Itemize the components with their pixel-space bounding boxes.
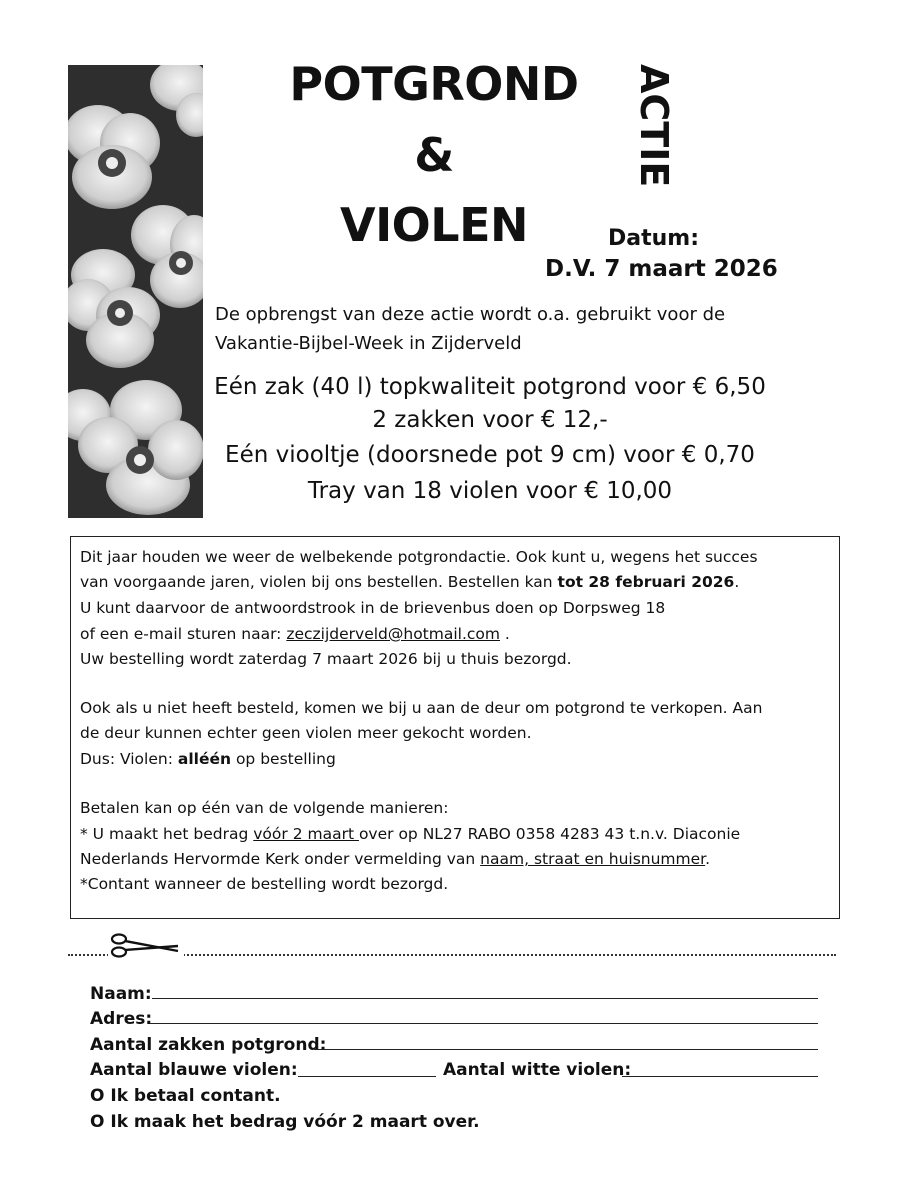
title-violen: VIOLEN [339, 198, 529, 252]
option-contant[interactable]: O Ik betaal contant. [90, 1086, 281, 1106]
info-text: Dus: Violen: [80, 750, 178, 768]
info-line: Uw bestelling wordt zaterdag 7 maart 2026 bij u thuis bezorgd. [80, 650, 572, 668]
payment-deadline: vóór 2 maart [253, 825, 359, 843]
form-label-adres: Adres: [90, 1009, 153, 1029]
info-line [80, 825, 740, 843]
info-emphasis: alléén [177, 750, 232, 768]
form-label-blauwe-violen: Aantal blauwe violen: [90, 1060, 298, 1080]
option-overmaken[interactable]: O Ik maak het bedrag vóór 2 maart over. [90, 1112, 480, 1132]
price-line: Tray van 18 violen voor € 10,00 [307, 478, 673, 504]
info-text: . [705, 850, 711, 868]
form-label-potgrond: Aantal zakken potgrond: [90, 1035, 327, 1055]
price-line: 2 zakken voor € 12,- [372, 407, 608, 433]
naam-field[interactable] [152, 998, 818, 999]
potgrond-quantity-field[interactable] [314, 1049, 818, 1050]
info-text: Nederlands Hervormde Kerk onder vermelding van [80, 850, 481, 868]
info-line: *Contant wanneer de bestelling wordt bezorgd. [80, 875, 449, 893]
intro-line-1: De opbrengst van deze actie wordt o.a. gebruikt voor de [215, 304, 726, 325]
info-text: over op NL27 RABO 0358 4283 43 t.n.v. Diaconie [358, 825, 741, 843]
info-line [80, 850, 710, 868]
adres-field[interactable] [150, 1023, 818, 1024]
email-link[interactable]: zeczijderveld@hotmail.com [286, 625, 500, 643]
info-line: U kunt daarvoor de antwoordstrook in de brievenbus doen op Dorpsweg 18 [80, 599, 666, 617]
pansy-flower-1 [68, 105, 160, 209]
info-text: op bestelling [231, 750, 336, 768]
payment-reference: naam, straat en huisnummer [480, 850, 706, 868]
info-line: Ook als u niet heeft besteld, komen we bij u aan de deur om potgrond te verkopen. Aan [80, 699, 763, 717]
info-line: de deur kunnen echter geen violen meer gekocht worden. [80, 724, 532, 742]
form-label-naam: Naam: [90, 984, 152, 1004]
price-line: Eén viooltje (doorsnede pot 9 cm) voor € 0,70 [225, 442, 755, 468]
info-line [80, 625, 510, 643]
intro-line-2: Vakantie-Bijbel-Week in Zijderveld [215, 333, 522, 354]
datum-value: D.V. 7 maart 2026 [545, 256, 778, 282]
info-line [80, 750, 336, 768]
scissors-icon [108, 931, 184, 959]
info-text: van voorgaande jaren, violen bij ons bestellen. Bestellen kan [80, 573, 558, 591]
info-text: * U maakt het bedrag [80, 825, 254, 843]
intro-text [215, 300, 815, 358]
info-text: . [500, 625, 510, 643]
title-ampersand: & [414, 128, 454, 182]
info-line: Betalen kan op één van de volgende manieren: [80, 799, 449, 817]
datum-label: Datum: [608, 226, 700, 251]
info-line: Dit jaar houden we weer de welbekende potgrondactie. Ook kunt u, wegens het succes [80, 548, 758, 566]
witte-violen-field[interactable] [622, 1076, 818, 1077]
blauwe-violen-field[interactable] [298, 1076, 436, 1077]
order-deadline: tot 28 februari 2026 [557, 573, 735, 591]
form-label-witte-violen: Aantal witte violen: [443, 1060, 632, 1080]
info-text: of een e-mail sturen naar: [80, 625, 287, 643]
actie-vertical-label: ACTIE [632, 64, 676, 188]
title-potgrond: POTGROND [289, 57, 579, 111]
info-text: . [734, 573, 740, 591]
info-line [80, 573, 739, 591]
price-line: Eén zak (40 l) topkwaliteit potgrond voor € 6,50 [214, 374, 766, 400]
